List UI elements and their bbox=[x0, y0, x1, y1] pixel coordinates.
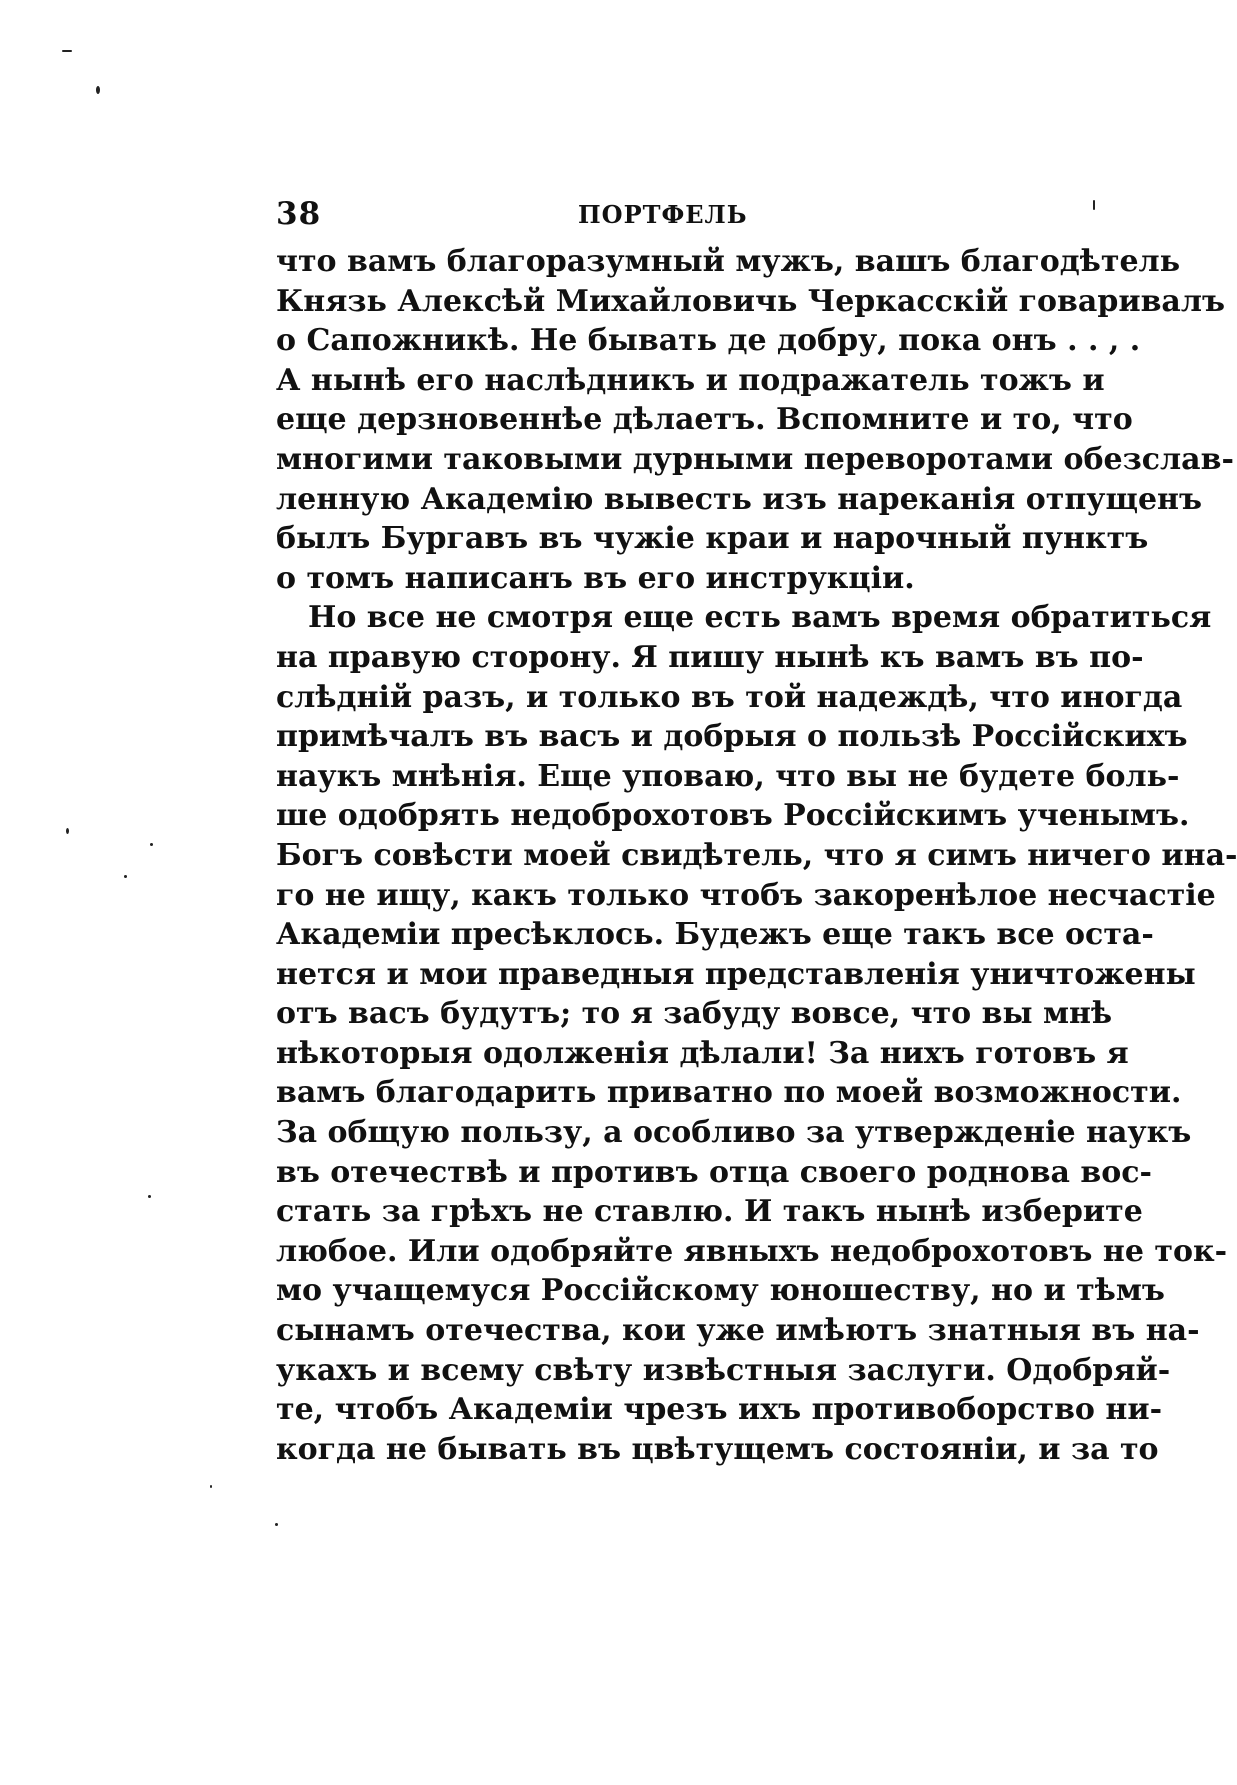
text-line: укахъ и всему свѣту извѣстныя заслуги. Одобряй- bbox=[276, 1352, 1171, 1388]
text-line: нется и мои праведныя представленія уничтожены bbox=[276, 956, 1196, 992]
text-line: на правую сторону. Я пишу нынѣ къ вамъ въ по- bbox=[276, 639, 1144, 675]
text-line: те, чтобъ Академіи чрезъ ихъ противоборство ни- bbox=[276, 1392, 1163, 1428]
text-line: Князь Алексѣй Михайловичь Черкасскій говаривалъ bbox=[276, 283, 1226, 319]
text-line: примѣчалъ въ васъ и добрыя о пользѣ Россійскихъ bbox=[276, 719, 1188, 755]
text-line: сынамъ отечества, кои уже имѣютъ знатныя въ на- bbox=[276, 1313, 1200, 1349]
text-line: когда не бывать въ цвѣтущемъ состояніи, и за то bbox=[276, 1431, 1159, 1467]
text-line: Но все не смотря еще есть вамъ время обратиться bbox=[308, 600, 1212, 636]
text-line: Богъ совѣсти моей свидѣтель, что я симъ ничего ина- bbox=[276, 837, 1237, 873]
scan-speck bbox=[148, 1195, 151, 1198]
text-line: ленную Академію вывесть изъ нареканія отпущенъ bbox=[276, 481, 1203, 517]
scan-speck bbox=[62, 50, 72, 52]
running-title: ПОРТФЕЛЬ bbox=[578, 200, 748, 229]
scan-speck bbox=[124, 875, 127, 878]
text-line: ше одобрять недоброхотовъ Россійскимъ ученымъ. bbox=[276, 798, 1190, 834]
text-line: слѣдній разъ, и только въ той надеждѣ, что иногда bbox=[276, 679, 1183, 715]
text-line: что вамъ благоразумный мужъ, вашъ благодѣтель bbox=[276, 244, 1181, 279]
scan-speck bbox=[1093, 200, 1095, 210]
text-line: о томъ написанъ въ его инструкціи. bbox=[276, 560, 915, 596]
text-line: еще дерзновеннѣе дѣлаетъ. Вспомните и то, что bbox=[276, 402, 1133, 438]
body-text bbox=[276, 242, 1237, 1469]
text-line: въ отечествѣ и противъ отца своего роднова вос- bbox=[276, 1154, 1152, 1190]
text-line: го не ищу, какъ только чтобъ закоренѣлое несчастіе bbox=[276, 877, 1216, 913]
text-line: Академіи пресѣклось. Будежъ еще такъ все оста- bbox=[276, 917, 1154, 953]
page-number: 38 bbox=[276, 196, 322, 232]
page-header bbox=[276, 196, 1011, 236]
text-line: наукъ мнѣнія. Еще уповаю, что вы не будете боль- bbox=[276, 758, 1180, 794]
text-line: За общую пользу, а особливо за утвержденіе наукъ bbox=[276, 1115, 1192, 1151]
text-line: о Сапожникѣ. Не бывать де добру, пока онъ . . , . bbox=[276, 323, 1141, 359]
text-line: стать за грѣхъ не ставлю. И такъ нынѣ изберите bbox=[276, 1194, 1143, 1230]
text-line: отъ васъ будутъ; то я забуду вовсе, что вы мнѣ bbox=[276, 996, 1113, 1032]
scan-speck bbox=[210, 1485, 212, 1488]
scan-speck bbox=[150, 843, 153, 846]
scan-speck bbox=[275, 1523, 278, 1526]
text-line: вамъ благодарить приватно по моей возможности. bbox=[276, 1075, 1182, 1111]
text-line: нѣкоторыя одолженія дѣлали! За нихъ готовъ я bbox=[276, 1035, 1129, 1071]
text-line: любое. Или одобряйте явныхъ недоброхотовъ не ток- bbox=[276, 1233, 1228, 1269]
scan-speck bbox=[66, 828, 69, 834]
scan-speck bbox=[96, 86, 100, 94]
text-line: былъ Бургавъ въ чужіе краи и нарочный пунктъ bbox=[276, 521, 1149, 557]
text-line: мо учащемуся Россійскому юношеству, но и тѣмъ bbox=[276, 1273, 1165, 1309]
text-line: А нынѣ его наслѣдникъ и подражатель тожъ и bbox=[276, 362, 1105, 398]
text-line: многими таковыми дурными переворотами обезслав- bbox=[276, 441, 1234, 477]
